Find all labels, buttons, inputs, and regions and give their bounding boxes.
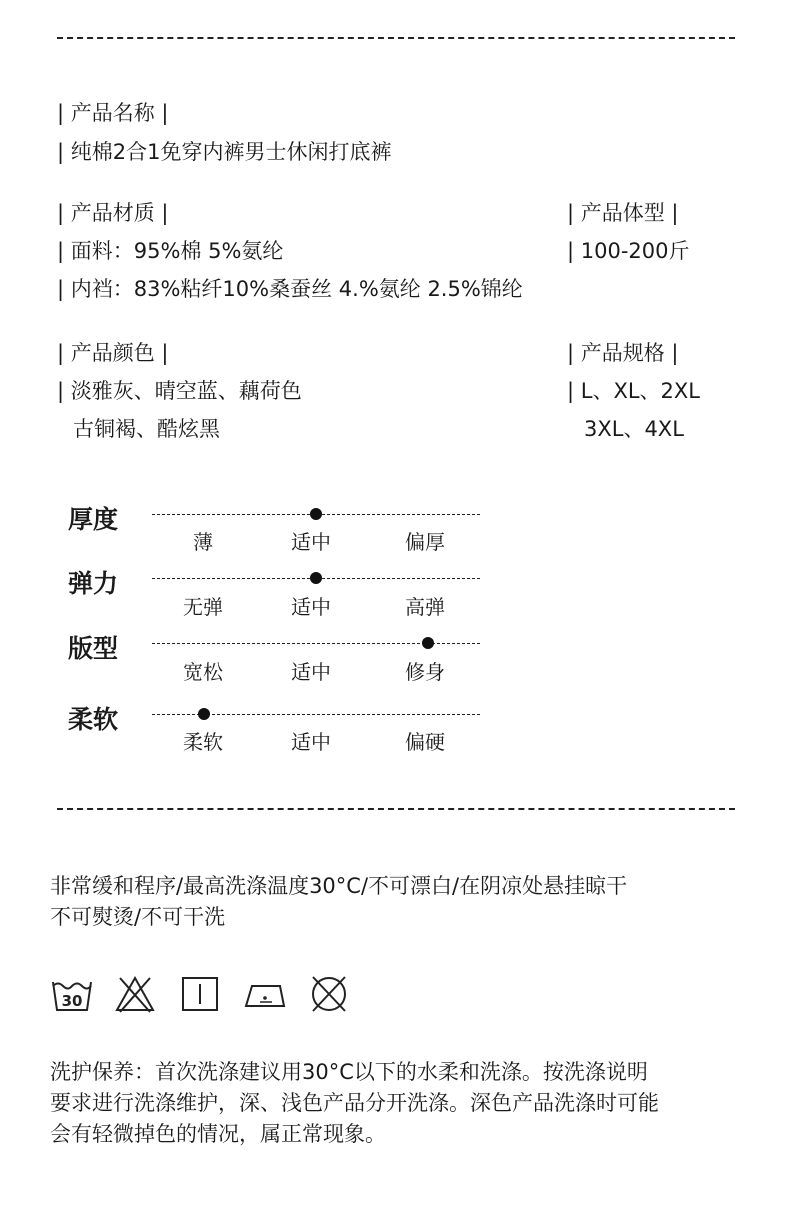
wash-30-icon <box>51 974 93 1014</box>
no-dry-clean-icon <box>308 974 350 1014</box>
care-note-line-1: 洗护保养：首次洗涤建议用30°C以下的水柔和洗涤。按洗涤说明 <box>50 1060 648 1084</box>
size-range-header: | 产品体型 | <box>567 201 679 225</box>
rating-label: 厚度 <box>68 505 119 534</box>
middle-divider <box>57 808 735 810</box>
rating-option: 修身 <box>405 660 445 684</box>
product-name-value: | 纯棉2合1免穿内裤男士休闲打底裤 <box>57 140 392 164</box>
care-instruction-line-1: 非常缓和程序/最高洗涤温度30°C/不可漂白/在阴凉处悬挂晾干 <box>50 874 628 898</box>
rating-label: 柔软 <box>68 705 119 734</box>
top-divider <box>57 37 735 39</box>
rating-label: 版型 <box>68 634 119 663</box>
rating-marker <box>310 508 322 520</box>
spec-line-1: | L、XL、2XL <box>567 379 700 403</box>
care-instruction-line-2: 不可熨烫/不可干洗 <box>50 905 226 929</box>
color-header: | 产品颜色 | <box>57 341 169 365</box>
no-iron-icon <box>244 974 286 1014</box>
rating-option: 适中 <box>291 730 331 754</box>
rating-marker <box>310 572 322 584</box>
rating-option: 偏厚 <box>405 530 445 554</box>
color-line-1: | 淡雅灰、晴空蓝、藕荷色 <box>57 379 302 403</box>
material-outer: | 面料：95%棉 5%氨纶 <box>57 239 284 263</box>
rating-option: 薄 <box>193 530 213 554</box>
size-range-value: | 100-200斤 <box>567 239 690 263</box>
rating-option: 适中 <box>291 530 331 554</box>
product-name-header: | 产品名称 | <box>57 101 169 125</box>
rating-option: 偏硬 <box>405 730 445 754</box>
wash-temp-label: 30 <box>61 992 83 1010</box>
rating-option: 柔软 <box>183 730 223 754</box>
rating-marker <box>422 637 434 649</box>
material-header: | 产品材质 | <box>57 201 169 225</box>
spec-header: | 产品规格 | <box>567 341 679 365</box>
no-bleach-icon <box>114 974 156 1014</box>
rating-option: 适中 <box>291 595 331 619</box>
rating-option: 适中 <box>291 660 331 684</box>
rating-option: 无弹 <box>183 595 223 619</box>
care-note-line-2: 要求进行洗涤维护，深、浅色产品分开洗涤。深色产品洗涤时可能 <box>50 1091 659 1115</box>
hang-dry-icon <box>179 974 221 1014</box>
color-line-2: 古铜褐、酷炫黑 <box>73 417 220 441</box>
rating-marker <box>198 708 210 720</box>
material-inner: | 内裆：83%粘纤10%桑蚕丝 4.%氨纶 2.5%锦纶 <box>57 277 523 301</box>
rating-option: 宽松 <box>183 660 223 684</box>
rating-option: 高弹 <box>405 595 445 619</box>
rating-label: 弹力 <box>68 569 119 598</box>
spec-line-2: 3XL、4XL <box>584 417 684 441</box>
care-note-line-3: 会有轻微掉色的情况，属正常现象。 <box>50 1122 386 1146</box>
